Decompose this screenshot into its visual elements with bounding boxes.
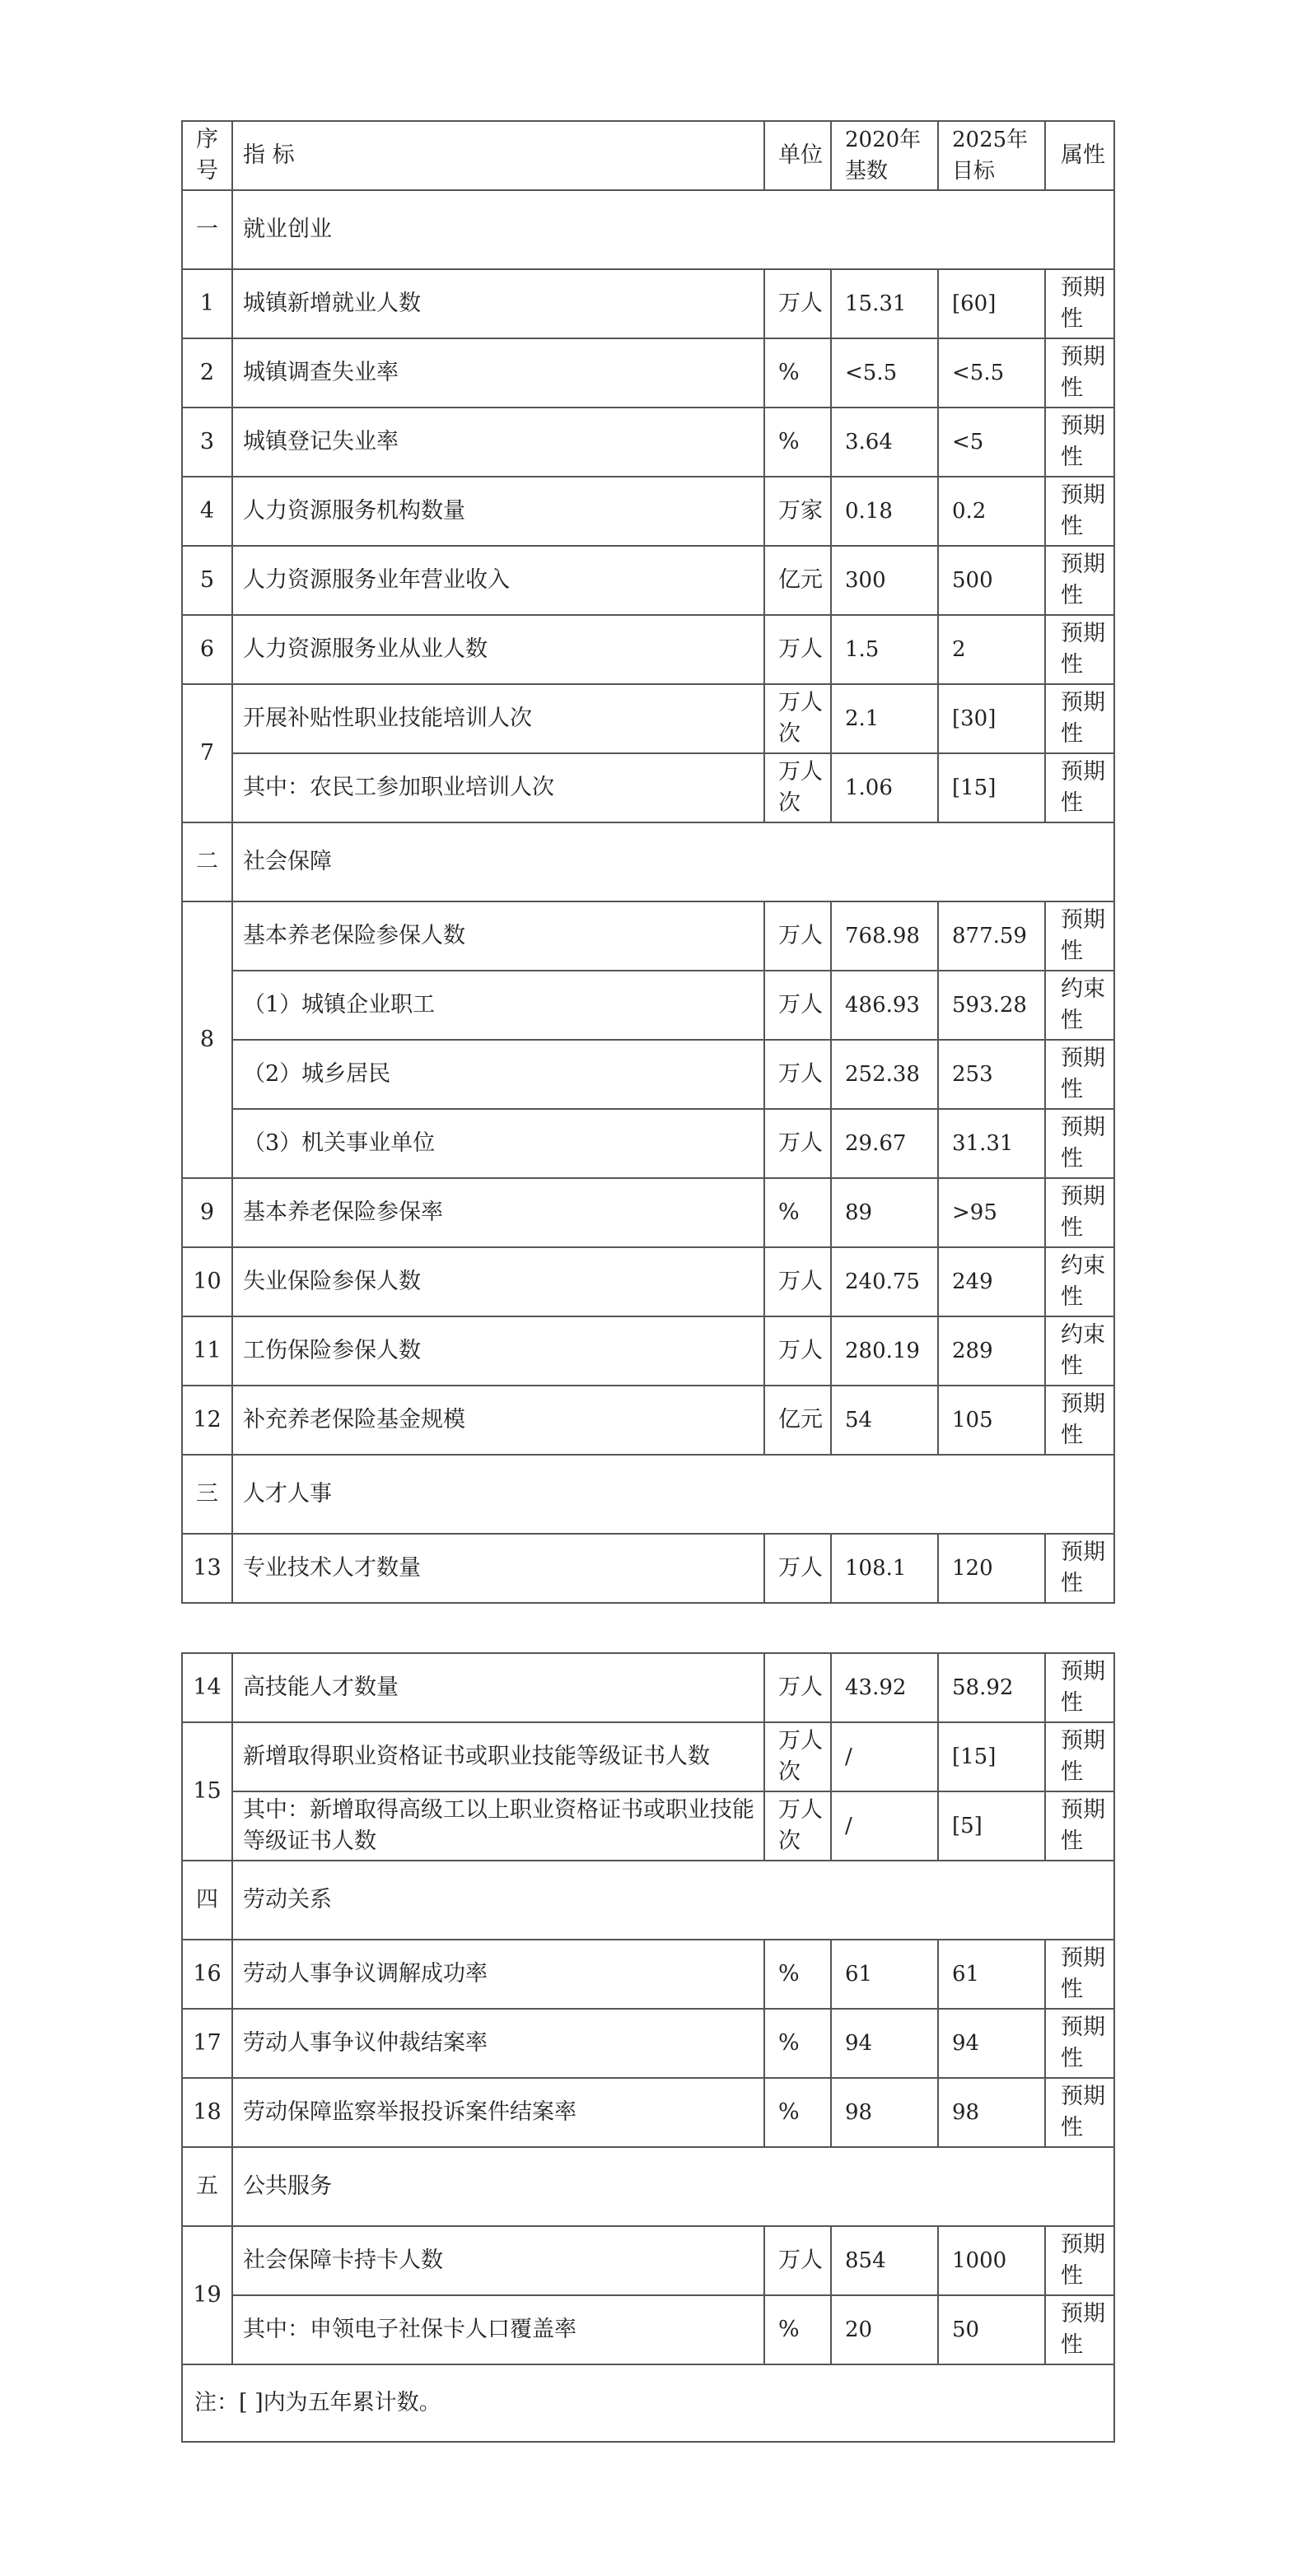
row-attr: 预期性 [1045,546,1114,615]
row-name: （1）城镇企业职工 [232,971,764,1040]
row-no: 10 [182,1247,232,1316]
table-row [182,338,1114,408]
row-target: 877.59 [938,901,1045,971]
row-target: <5.5 [938,338,1045,408]
row-attr: 预期性 [1045,2295,1114,2364]
row-unit: % [764,1178,831,1247]
row-base: <5.5 [831,338,938,408]
table-row [182,546,1114,615]
row-attr: 预期性 [1045,269,1114,338]
indicator-table-part2 [181,1652,1115,2443]
row-name: 劳动保障监察举报投诉案件结案率 [232,2078,764,2147]
row-name: 城镇调查失业率 [232,338,764,408]
row-unit: 万人 [764,615,831,684]
row-no: 16 [182,1940,232,2009]
row-name: 社会保障卡持卡人数 [232,2226,764,2295]
table-row [182,684,1114,753]
row-attr: 预期性 [1045,901,1114,971]
row-no: 15 [182,1722,232,1861]
row-unit: 万人 [764,2226,831,2295]
row-unit: 万人 [764,1109,831,1178]
table-row [182,1040,1114,1109]
row-unit: 万人 [764,971,831,1040]
row-name: 工伤保险参保人数 [232,1316,764,1386]
row-unit: 万人 [764,1040,831,1109]
section-no: 三 [182,1455,232,1534]
row-no: 13 [182,1534,232,1603]
row-target: 98 [938,2078,1045,2147]
row-base: 61 [831,1940,938,2009]
row-name: 劳动人事争议仲裁结案率 [232,2009,764,2078]
header-target: 2025年目标 [938,121,1045,190]
row-unit: 万人 [764,901,831,971]
row-attr: 预期性 [1045,1940,1114,2009]
row-no: 3 [182,408,232,477]
row-base: 280.19 [831,1316,938,1386]
row-target: 94 [938,2009,1045,2078]
row-attr: 预期性 [1045,1534,1114,1603]
row-base: 3.64 [831,408,938,477]
row-target: [30] [938,684,1045,753]
table-row [182,615,1114,684]
row-target: >95 [938,1178,1045,1247]
row-base: 240.75 [831,1247,938,1316]
section-no: 五 [182,2147,232,2226]
row-name: 开展补贴性职业技能培训人次 [232,684,764,753]
section-title: 公共服务 [232,2147,1114,2226]
header-indicator: 指 标 [232,121,764,190]
row-attr: 预期性 [1045,2226,1114,2295]
row-unit: 亿元 [764,1386,831,1455]
row-unit: % [764,2078,831,2147]
row-unit: 万人 [764,269,831,338]
header-base: 2020年基数 [831,121,938,190]
table-row [182,753,1114,822]
row-name: 劳动人事争议调解成功率 [232,1940,764,2009]
row-base: / [831,1791,938,1861]
row-unit: 万人 [764,1653,831,1722]
table-row [182,901,1114,971]
row-base: 1.5 [831,615,938,684]
row-no: 11 [182,1316,232,1386]
row-name: 城镇登记失业率 [232,408,764,477]
row-name: 新增取得职业资格证书或职业技能等级证书人数 [232,1722,764,1791]
row-attr: 预期性 [1045,338,1114,408]
row-target: 61 [938,1940,1045,2009]
row-unit: % [764,408,831,477]
row-name: 其中：申领电子社保卡人口覆盖率 [232,2295,764,2364]
table-row [182,1791,1114,1861]
table-header-row [182,121,1114,190]
row-base: 108.1 [831,1534,938,1603]
row-unit: 万人次 [764,1722,831,1791]
section-no: 一 [182,190,232,269]
table-row [182,2009,1114,2078]
row-base: 0.18 [831,477,938,546]
row-no: 12 [182,1386,232,1455]
section-title: 劳动关系 [232,1861,1114,1940]
row-attr: 约束性 [1045,1316,1114,1386]
row-no: 2 [182,338,232,408]
row-attr: 预期性 [1045,1722,1114,1791]
row-name: 人力资源服务业年营业收入 [232,546,764,615]
row-name: 城镇新增就业人数 [232,269,764,338]
row-no: 14 [182,1653,232,1722]
row-name: （3）机关事业单位 [232,1109,764,1178]
row-name: 人力资源服务机构数量 [232,477,764,546]
row-name: 其中：农民工参加职业培训人次 [232,753,764,822]
row-attr: 预期性 [1045,477,1114,546]
section-no: 四 [182,1861,232,1940]
row-target: [15] [938,1722,1045,1791]
row-attr: 预期性 [1045,2078,1114,2147]
table-row [182,1940,1114,2009]
row-target: <5 [938,408,1045,477]
row-unit: % [764,1940,831,2009]
section-row [182,1861,1114,1940]
row-unit: 万人 [764,1534,831,1603]
row-unit: 万人 [764,1247,831,1316]
row-base: 89 [831,1178,938,1247]
row-target: 50 [938,2295,1045,2364]
section-row [182,2147,1114,2226]
row-attr: 预期性 [1045,2009,1114,2078]
row-target: 2 [938,615,1045,684]
row-name: 人力资源服务业从业人数 [232,615,764,684]
row-target: 1000 [938,2226,1045,2295]
row-base: 43.92 [831,1653,938,1722]
row-base: 486.93 [831,971,938,1040]
row-unit: 万人次 [764,684,831,753]
row-no: 6 [182,615,232,684]
row-no: 4 [182,477,232,546]
row-base: 768.98 [831,901,938,971]
row-base: 1.06 [831,753,938,822]
section-title: 社会保障 [232,822,1114,901]
row-base: 252.38 [831,1040,938,1109]
header-no: 序号 [182,121,232,190]
table-row [182,2226,1114,2295]
row-base: 300 [831,546,938,615]
row-base: 20 [831,2295,938,2364]
row-attr: 预期性 [1045,1386,1114,1455]
table-row [182,2078,1114,2147]
row-no: 1 [182,269,232,338]
row-base: / [831,1722,938,1791]
row-attr: 约束性 [1045,1247,1114,1316]
row-name: 高技能人才数量 [232,1653,764,1722]
row-base: 94 [831,2009,938,2078]
table-row [182,1316,1114,1386]
row-base: 29.67 [831,1109,938,1178]
row-target: 289 [938,1316,1045,1386]
table-row [182,408,1114,477]
table-row [182,1386,1114,1455]
row-attr: 预期性 [1045,1653,1114,1722]
row-base: 2.1 [831,684,938,753]
row-base: 854 [831,2226,938,2295]
table-note: 注：[ ]内为五年累计数。 [182,2364,1114,2442]
table-row [182,971,1114,1040]
row-no: 5 [182,546,232,615]
table-row [182,1653,1114,1722]
row-name: 基本养老保险参保人数 [232,901,764,971]
table-row [182,477,1114,546]
row-name: 基本养老保险参保率 [232,1178,764,1247]
table-row [182,1534,1114,1603]
row-target: [60] [938,269,1045,338]
row-no: 17 [182,2009,232,2078]
row-target: 253 [938,1040,1045,1109]
row-unit: % [764,2009,831,2078]
section-row [182,822,1114,901]
row-attr: 预期性 [1045,684,1114,753]
table-row [182,2295,1114,2364]
row-target: 0.2 [938,477,1045,546]
row-no: 18 [182,2078,232,2147]
header-unit: 单位 [764,121,831,190]
row-attr: 预期性 [1045,408,1114,477]
row-name: 补充养老保险基金规模 [232,1386,764,1455]
row-name: 专业技术人才数量 [232,1534,764,1603]
row-base: 15.31 [831,269,938,338]
row-attr: 预期性 [1045,1791,1114,1861]
row-attr: 预期性 [1045,1178,1114,1247]
row-unit: 万人次 [764,1791,831,1861]
table-row [182,1109,1114,1178]
section-row [182,1455,1114,1534]
row-unit: 万人 [764,1316,831,1386]
row-target: [15] [938,753,1045,822]
row-name: （2）城乡居民 [232,1040,764,1109]
row-target: 58.92 [938,1653,1045,1722]
row-unit: 万人次 [764,753,831,822]
row-attr: 预期性 [1045,1109,1114,1178]
row-unit: 亿元 [764,546,831,615]
section-title: 人才人事 [232,1455,1114,1534]
row-base: 98 [831,2078,938,2147]
table-row [182,269,1114,338]
row-target: 105 [938,1386,1045,1455]
row-attr: 预期性 [1045,1040,1114,1109]
section-no: 二 [182,822,232,901]
row-unit: % [764,338,831,408]
row-target: 249 [938,1247,1045,1316]
row-target: 31.31 [938,1109,1045,1178]
row-attr: 约束性 [1045,971,1114,1040]
row-target: [5] [938,1791,1045,1861]
section-title: 就业创业 [232,190,1114,269]
table-row [182,1178,1114,1247]
note-row [182,2364,1114,2442]
row-no: 9 [182,1178,232,1247]
row-no: 19 [182,2226,232,2364]
header-attr: 属性 [1045,121,1114,190]
row-name: 失业保险参保人数 [232,1247,764,1316]
row-unit: 万家 [764,477,831,546]
row-base: 54 [831,1386,938,1455]
table-row [182,1722,1114,1791]
row-name: 其中：新增取得高级工以上职业资格证书或职业技能等级证书人数 [232,1791,764,1861]
row-attr: 预期性 [1045,753,1114,822]
row-target: 120 [938,1534,1045,1603]
row-unit: % [764,2295,831,2364]
row-no: 7 [182,684,232,822]
indicator-table-part1 [181,120,1115,1604]
section-row [182,190,1114,269]
table-row [182,1247,1114,1316]
row-target: 500 [938,546,1045,615]
row-no: 8 [182,901,232,1178]
row-attr: 预期性 [1045,615,1114,684]
row-target: 593.28 [938,971,1045,1040]
